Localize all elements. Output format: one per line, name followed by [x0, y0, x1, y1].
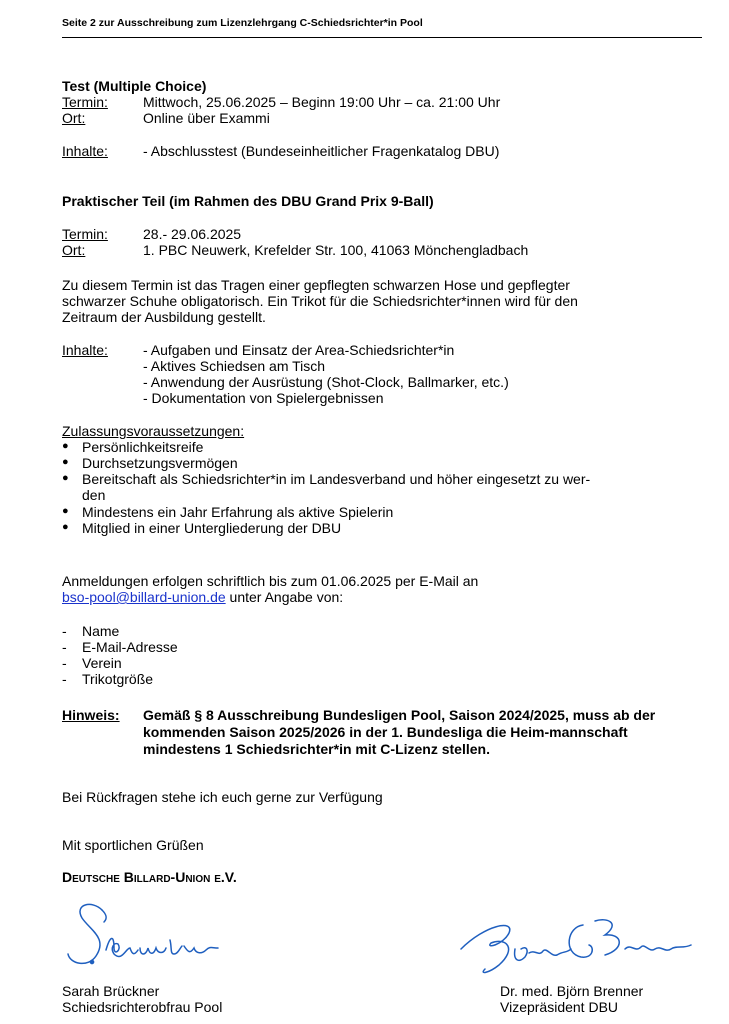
- zulassung-item: Durchsetzungsvermögen: [82, 455, 238, 471]
- rueckfragen-text: Bei Rückfragen stehe ich euch gerne zur Verfügung: [62, 789, 383, 805]
- praxis-inhalte-item: - Aktives Schiedsen am Tisch: [143, 358, 326, 374]
- hinweis-text: Gemäß § 8 Ausschreibung Bundesligen Pool, Saison 2024/2025, muss ab der kommenden Saison 2025/2026 in der 1. Bundesliga die Heim-mannschaft mindestens 1 Schiedsrichter*in mit C-Lizenz stellen.: [143, 707, 656, 757]
- test-inhalte-value: - Abschlusstest (Bundeseinheitlicher Fragenkatalog DBU): [143, 143, 500, 159]
- zulassung-item: Mindestens ein Jahr Erfahrung als aktive Spielerin: [82, 504, 394, 520]
- zulassung-item-continuation: den: [82, 487, 106, 503]
- anmeldung-line-rest: unter Angabe von:: [225, 589, 344, 605]
- praxis-inhalte-item: - Dokumentation von Spielergebnissen: [143, 390, 384, 406]
- test-inhalte-label: Inhalte:: [62, 143, 108, 159]
- test-termin-value: Mittwoch, 25.06.2025 – Beginn 19:00 Uhr – ca. 21:00 Uhr: [143, 94, 501, 110]
- bullet-icon: ●: [62, 505, 69, 517]
- signer-right-role: Vizepräsident DBU: [500, 999, 619, 1015]
- praxis-ort-value: 1. PBC Neuwerk, Krefelder Str. 100, 41063 Mönchengladbach: [143, 242, 529, 258]
- dash-icon: -: [62, 623, 67, 639]
- test-ort-value: Online über Exammi: [143, 110, 270, 126]
- test-ort-label: Ort:: [62, 110, 86, 126]
- anmeldung-item: Name: [82, 623, 120, 639]
- praxis-paragraph-line: Zu diesem Termin ist das Tragen einer gepflegten schwarzen Hose und gepflegter: [62, 277, 570, 293]
- hinweis-label: Hinweis:: [62, 707, 120, 723]
- page-header: Seite 2 zur Ausschreibung zum Lizenzlehrgang C-Schiedsrichter*in Pool: [62, 17, 702, 38]
- praxis-inhalte-item: - Aufgaben und Einsatz der Area-Schiedsrichter*in: [143, 342, 455, 358]
- greeting-text: Mit sportlichen Grüßen: [62, 837, 204, 853]
- praxis-ort-label: Ort:: [62, 242, 86, 258]
- bullet-icon: ●: [62, 456, 69, 468]
- signature-right: [455, 905, 705, 985]
- bullet-icon: ●: [62, 440, 69, 452]
- email-link[interactable]: bso-pool@billard-union.de: [62, 589, 226, 605]
- bullet-icon: ●: [62, 472, 69, 484]
- zulassung-item: Persönlichkeitsreife: [82, 439, 204, 455]
- anmeldung-item: Trikotgröße: [82, 671, 154, 687]
- anmeldung-item: Verein: [82, 655, 122, 671]
- signer-left-role: Schiedsrichterobfrau Pool: [62, 999, 223, 1015]
- signer-left-name: Sarah Brückner: [62, 983, 160, 999]
- signature-left: [62, 892, 232, 976]
- anmeldung-line: Anmeldungen erfolgen schriftlich bis zum 01.06.2025 per E-Mail an: [62, 573, 479, 589]
- praxis-paragraph-line: schwarzer Schuhe obligatorisch. Ein Trikot für die Schiedsrichter*innen wird für den: [62, 293, 578, 309]
- test-title: Test (Multiple Choice): [62, 78, 207, 94]
- zulassung-item: Mitglied in einer Untergliederung der DBU: [82, 520, 342, 536]
- zulassung-item: Bereitschaft als Schiedsrichter*in im Landesverband und höher eingesetzt zu wer-: [82, 471, 591, 487]
- anmeldung-item: E-Mail-Adresse: [82, 639, 178, 655]
- org-name: Deutsche Billard-Union e.V.: [62, 869, 237, 885]
- bullet-icon: ●: [62, 521, 69, 533]
- dash-icon: -: [62, 671, 67, 687]
- signer-right-name: Dr. med. Björn Brenner: [500, 983, 644, 999]
- zulassung-title: Zulassungsvoraussetzungen:: [62, 423, 245, 439]
- praxis-termin-label: Termin:: [62, 226, 108, 242]
- praxis-termin-value: 28.- 29.06.2025: [143, 226, 242, 242]
- dash-icon: -: [62, 639, 67, 655]
- dash-icon: -: [62, 655, 67, 671]
- anmeldung-line-2: [62, 589, 343, 605]
- test-termin-label: Termin:: [62, 94, 108, 110]
- praxis-inhalte-label: Inhalte:: [62, 342, 108, 358]
- praxis-title: Praktischer Teil (im Rahmen des DBU Grand Prix 9-Ball): [62, 193, 434, 209]
- praxis-paragraph-line: Zeitraum der Ausbildung gestellt.: [62, 309, 266, 325]
- praxis-inhalte-item: - Anwendung der Ausrüstung (Shot-Clock, Ballmarker, etc.): [143, 374, 509, 390]
